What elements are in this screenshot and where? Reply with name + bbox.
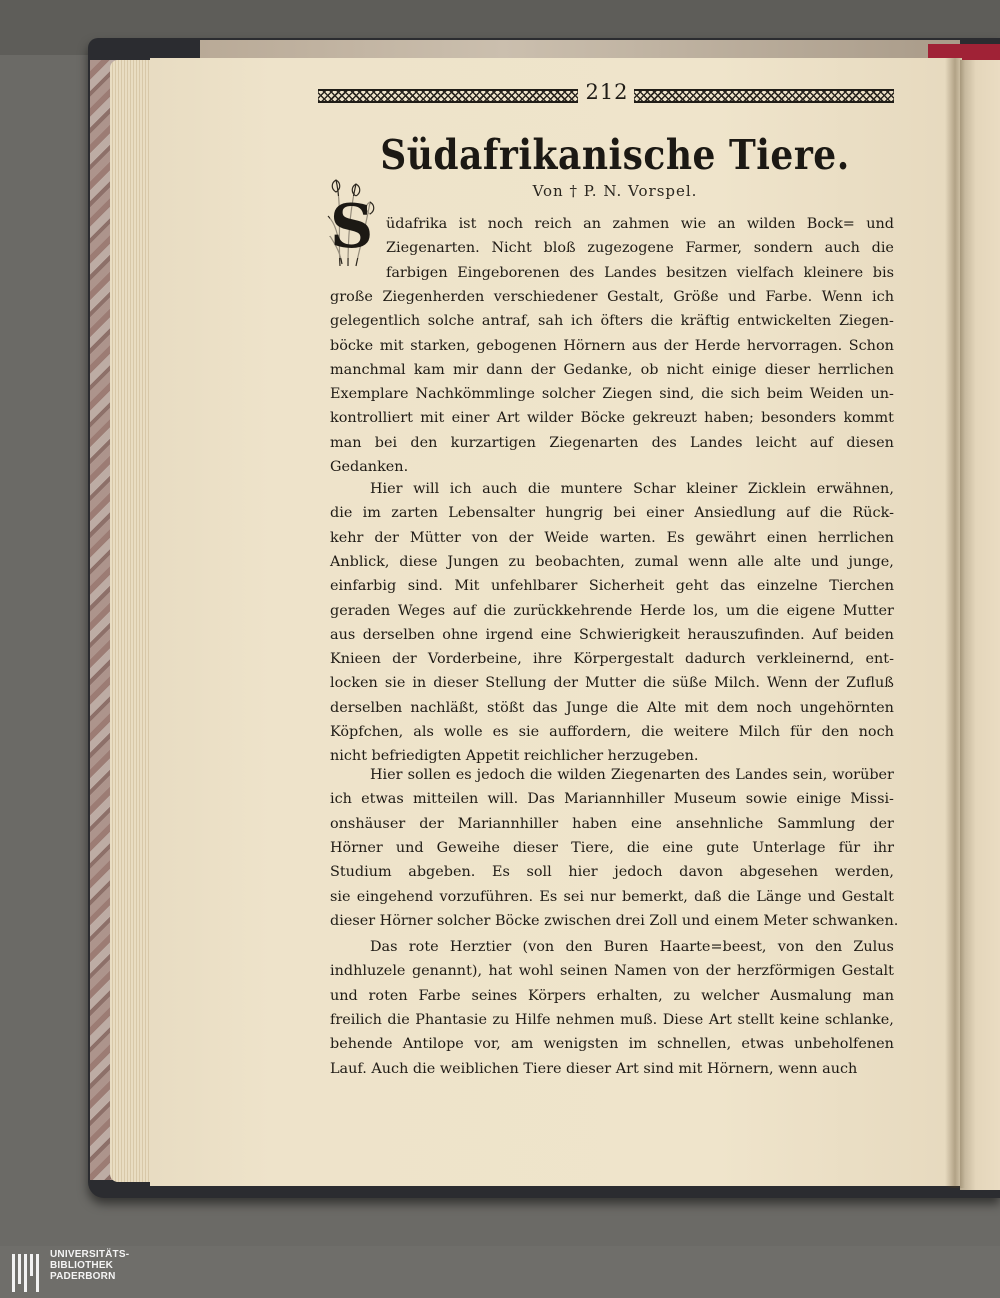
- text-line: sie eingehend vorzuführen. Es sei nur bemerkt, daß die Länge und Gestalt: [330, 888, 894, 905]
- text-line: onshäuser der Mariannhiller haben eine ansehnliche Sammlung der: [330, 815, 894, 832]
- text-line: kehr der Mütter von der Weide warten. Es gewährt einen herrlichen: [330, 529, 894, 546]
- decorated-drop-cap: [326, 176, 376, 268]
- text-line: Knieen der Vorderbeine, ihre Körpergestalt dadurch verkleinernd, ent-: [330, 651, 894, 668]
- text-line: einfarbig sind. Mit unfehlbarer Sicherheit geht das einzelne Tierchen: [330, 578, 894, 595]
- logo-line: BIBLIOTHEK: [50, 1260, 114, 1271]
- header-ornament-right: [634, 89, 894, 103]
- text-line: gelegentlich solche antraf, sah ich öfters die kräftig entwickelten Ziegen-: [330, 313, 894, 330]
- text-line: und roten Farbe seines Körpers erhalten, zu welcher Ausmalung man: [330, 987, 894, 1004]
- text-line: nicht befriedigten Appetit reichlicher herzugeben.: [330, 748, 699, 765]
- text-line: Hörner und Geweihe dieser Tiere, die eine gute Unterlage für ihr: [330, 839, 894, 856]
- library-logo-text: [50, 1249, 129, 1282]
- text-line: aus derselben ohne irgend eine Schwierigkeit herauszufinden. Auf beiden: [330, 626, 894, 643]
- text-line: Lauf. Auch die weiblichen Tiere dieser Art sind mit Hörnern, wenn auch: [330, 1060, 858, 1077]
- text-line: manchmal kam mir dann der Gedanke, ob nicht einige dieser herrlichen: [330, 361, 894, 378]
- footer-bar: [0, 1246, 1000, 1298]
- text-line: Anblick, diese Jungen zu beobachten, zumal wenn alle alte und junge,: [330, 553, 894, 570]
- text-line: große Ziegenherden verschiedener Gestalt, Größe und Farbe. Wenn ich: [330, 288, 894, 305]
- text-line: die im zarten Lebensalter hungrig bei einer Ansiedlung auf die Rück-: [330, 505, 894, 522]
- text-line: derselben nachläßt, stößt das Junge die Alte mit dem noch ungehörnten: [330, 699, 894, 716]
- text-line: behende Antilope vor, am wenigsten im schnellen, etwas unbeholfenen: [330, 1036, 894, 1053]
- text-line: man bei den kurzartigen Ziegenarten des Landes leicht auf diesen: [330, 434, 894, 451]
- text-line: Das rote Herztier (von den Buren Haarte=beest, von den Zulus: [370, 939, 894, 955]
- text-line: freilich die Phantasie zu Hilfe nehmen muß. Diese Art stellt keine schlanke,: [330, 1011, 894, 1028]
- library-logo-icon: [12, 1254, 42, 1292]
- right-page-edge: [960, 60, 1000, 1190]
- logo-line: PADERBORN: [50, 1271, 116, 1282]
- text-line: dieser Hörner solcher Böcke zwischen drei Zoll und einem Meter schwanken.: [330, 912, 899, 929]
- page-header: [318, 80, 894, 106]
- text-line: Ziegenarten. Nicht bloß zugezogene Farmer, sondern auch die: [386, 240, 894, 257]
- text-line: kontrolliert mit einer Art wilder Böcke gekreuzt haben; besonders kommt: [330, 410, 894, 427]
- text-line: ich etwas mitteilen will. Das Mariannhiller Museum sowie einige Missi-: [330, 791, 894, 808]
- logo-line: UNIVERSITÄTS-: [50, 1249, 130, 1260]
- page-gutter: [945, 58, 965, 1188]
- drop-cap-letter: S: [330, 192, 374, 262]
- article-byline: Von † P. N. Vorspel.: [532, 182, 698, 200]
- text-line: böcke mit starken, gebogenen Hörnern aus der Herde hervorragen. Schon: [330, 337, 894, 354]
- text-line: Hier sollen es jedoch die wilden Ziegenarten des Landes sein, worüber: [370, 767, 894, 783]
- page-number: 212: [585, 80, 629, 104]
- text-line: üdafrika ist noch reich an zahmen wie an wilden Bock= und: [386, 216, 894, 232]
- article-title: Südafrikanische Tiere.: [380, 130, 850, 180]
- text-line: locken sie in dieser Stellung der Mutter die süße Milch. Wenn der Zufluß: [330, 675, 894, 692]
- header-ornament-left: [318, 89, 578, 103]
- text-line: farbigen Eingeborenen des Landes besitzen vielfach kleinere bis: [386, 264, 894, 281]
- text-line: Studium abgeben. Es soll hier jedoch davon abgesehen werden,: [330, 864, 894, 881]
- text-line: geraden Weges auf die zurückkehrende Herde los, um die eigene Mutter: [330, 602, 894, 619]
- text-line: Exemplare Nachkömmlinge solcher Ziegen sind, die sich beim Weiden un-: [330, 386, 894, 403]
- text-line: indhluzele genannt), hat wohl seinen Namen von der herzförmigen Gestalt: [330, 963, 894, 980]
- text-line: Hier will ich auch die muntere Schar kleiner Zicklein erwähnen,: [370, 481, 894, 497]
- text-line: Gedanken.: [330, 459, 409, 475]
- text-line: Köpfchen, als wolle es sie auffordern, die weitere Milch für den noch: [330, 724, 894, 740]
